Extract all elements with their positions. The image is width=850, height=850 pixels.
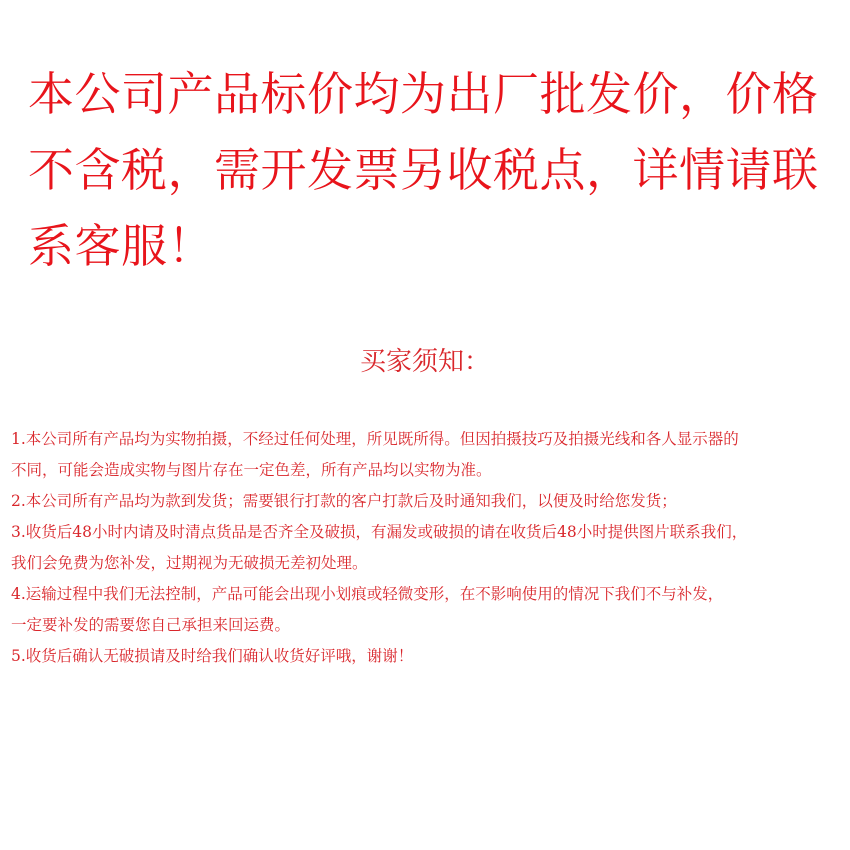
buyer-notice-title: 买家须知： [359, 347, 490, 377]
pricing-notice-line-1: 本公司产品标价均为出厂批发价，价格 [28, 67, 819, 121]
buyer-notice-line-8: 5.收货后确认无破损请及时给我们确认收货好评哦，谢谢！ [11, 647, 414, 665]
pricing-notice [28, 56, 838, 284]
buyer-notice-line-4: 3.收货后48小时内请及时清点货品是否齐全及破损，有漏发或破损的请在收货后48小时提供图片联系我们， [11, 523, 748, 541]
buyer-notice-line-3: 2.本公司所有产品均为款到发货；需要银行打款的客户打款后及时通知我们，以便及时给您发货； [11, 492, 677, 510]
pricing-notice-line-2: 不含税，需开发票另收税点，详情请联 [28, 143, 819, 197]
buyer-notice-line-7: 一定要补发的需要您自己承担来回运费。 [11, 616, 291, 634]
buyer-notice-list [11, 424, 847, 672]
pricing-notice-line-3: 系客服！ [28, 219, 214, 273]
buyer-notice-line-2: 不同，可能会造成实物与图片存在一定色差，所有产品均以实物为准。 [11, 461, 492, 479]
buyer-notice-line-5: 我们会免费为您补发，过期视为无破损无差初处理。 [11, 554, 368, 572]
buyer-notice-line-6: 4.运输过程中我们无法控制，产品可能会出现小划痕或轻微变形，在不影响使用的情况下我们不与补发， [11, 585, 724, 603]
buyer-notice-line-1: 1.本公司所有产品均为实物拍摄，不经过任何处理，所见既所得。但因拍摄技巧及拍摄光线和各人显示器的 [11, 430, 739, 448]
